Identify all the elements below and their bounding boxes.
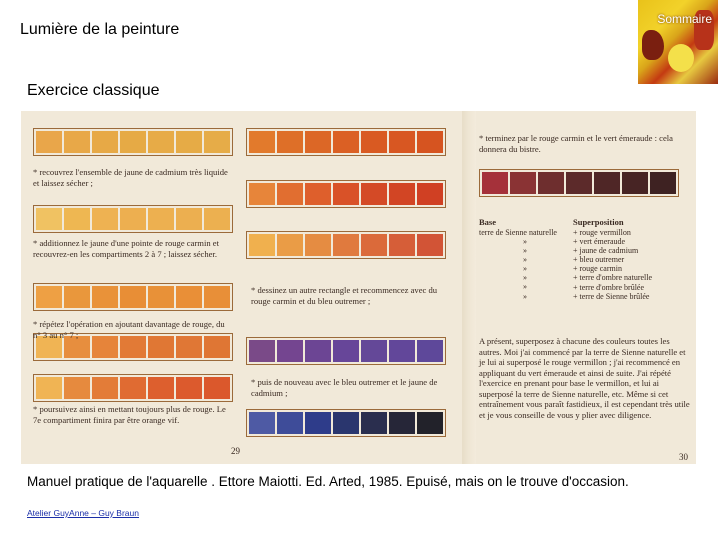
instruction-note: * répétez l'opération en ajoutant davantage de rouge, du n° 3 au n° 7 ;: [33, 319, 225, 340]
color-swatch: [204, 208, 230, 230]
color-swatch: [176, 377, 202, 399]
color-swatch: [64, 377, 90, 399]
swatch-strip: [479, 169, 679, 197]
color-swatch: [361, 412, 387, 434]
color-swatch: [417, 234, 443, 256]
color-swatch: [120, 286, 146, 308]
color-swatch: [417, 340, 443, 362]
painting-thumbnail-shape: [668, 44, 694, 72]
color-swatch: [176, 286, 202, 308]
color-swatch: [249, 131, 275, 153]
color-swatch: [389, 183, 415, 205]
painting-thumbnail-shape: [642, 30, 664, 60]
color-swatch: [538, 172, 564, 194]
swatch-strip: [33, 205, 233, 233]
color-swatch: [389, 340, 415, 362]
swatch-strip: [33, 283, 233, 311]
color-swatch: [249, 183, 275, 205]
color-swatch: [566, 172, 592, 194]
swatch-strip: [246, 337, 446, 365]
color-swatch: [305, 131, 331, 153]
color-swatch: [92, 131, 118, 153]
superposition-item: + terre d'ombre brûlée: [573, 283, 652, 292]
color-swatch: [417, 131, 443, 153]
color-swatch: [622, 172, 648, 194]
color-swatch: [176, 208, 202, 230]
page-number-right: 30: [679, 452, 688, 462]
color-swatch: [333, 412, 359, 434]
color-swatch: [361, 183, 387, 205]
instruction-note: * poursuivez ainsi en mettant toujours plus de rouge. Le 7e compartiment finira par être orange vif.: [33, 404, 226, 425]
color-swatch: [305, 183, 331, 205]
superposition-list: [573, 228, 652, 301]
sommaire-button[interactable]: [638, 0, 718, 84]
color-swatch: [594, 172, 620, 194]
color-swatch: [148, 377, 174, 399]
color-swatch: [417, 412, 443, 434]
color-swatch: [36, 286, 62, 308]
color-swatch: [148, 286, 174, 308]
color-swatch: [204, 377, 230, 399]
color-swatch: [361, 234, 387, 256]
superposition-item: + jaune de cadmium: [573, 246, 652, 255]
book-spine: [462, 111, 476, 464]
instruction-note: * puis de nouveau avec le bleu outremer et le jaune de cadmium ;: [251, 377, 438, 398]
color-swatch: [277, 131, 303, 153]
color-swatch: [417, 183, 443, 205]
section-subtitle: Exercice classique: [27, 82, 160, 99]
color-swatch: [148, 208, 174, 230]
superposition-item: + terre de Sienne brûlée: [573, 292, 652, 301]
color-swatch: [305, 412, 331, 434]
color-swatch: [120, 377, 146, 399]
color-swatch: [92, 377, 118, 399]
color-swatch: [277, 234, 303, 256]
book-caption: Manuel pratique de l'aquarelle . Ettore Maiotti. Ed. Arted, 1985. Epuisé, mais on le trouve d'occasion.: [27, 474, 629, 489]
color-swatch: [148, 131, 174, 153]
color-swatch: [305, 234, 331, 256]
swatch-strip: [246, 128, 446, 156]
color-swatch: [277, 412, 303, 434]
swatch-strip: [33, 128, 233, 156]
superposition-item: + rouge carmin: [573, 264, 652, 273]
color-swatch: [650, 172, 676, 194]
closing-paragraph: A présent, superposez à chacune des couleurs toutes les autres. Moi j'ai commencé par la terre de Sienne naturelle et je lui ai superposé le rouge vermillon ; j'ai recommencé en appliquant du vert émeraude et ainsi de suite. J'ai répété l'exercice en prenant pour base le vermillon, et lui ai superposé la terre de Sienne naturelle, etc. Même si cet entraînement vous paraît fastidieux, il est cependant très utile et je vous conseille de vous y plier avec diligence.: [479, 336, 690, 420]
color-swatch: [36, 377, 62, 399]
base-header: Base: [479, 217, 496, 227]
color-swatch: [361, 131, 387, 153]
color-swatch: [389, 412, 415, 434]
color-swatch: [64, 131, 90, 153]
instruction-note: * dessinez un autre rectangle et recommencez avec du rouge carmin et du bleu outremer ;: [251, 285, 438, 306]
color-swatch: [277, 340, 303, 362]
color-swatch: [204, 131, 230, 153]
swatch-strip: [246, 231, 446, 259]
superposition-header: Superposition: [573, 217, 624, 227]
color-swatch: [482, 172, 508, 194]
superposition-item: + rouge vermillon: [573, 228, 652, 237]
color-swatch: [204, 286, 230, 308]
swatch-strip: [246, 409, 446, 437]
page-title: Lumière de la peinture: [20, 21, 180, 38]
color-swatch: [333, 340, 359, 362]
instruction-note: * additionnez le jaune d'une pointe de rouge carmin et recouvrez-en les compartiments 2 à 7 ; laissez sécher.: [33, 238, 220, 259]
color-swatch: [249, 412, 275, 434]
color-swatch: [389, 234, 415, 256]
color-swatch: [249, 234, 275, 256]
superposition-item: + bleu outremer: [573, 255, 652, 264]
color-swatch: [120, 208, 146, 230]
color-swatch: [176, 131, 202, 153]
color-swatch: [277, 183, 303, 205]
instruction-note: * terminez par le rouge carmin et le vert émeraude : cela donnera du bistre.: [479, 133, 673, 154]
swatch-strip: [246, 180, 446, 208]
color-swatch: [36, 208, 62, 230]
color-swatch: [305, 340, 331, 362]
color-swatch: [64, 286, 90, 308]
ditto-marks: » » » » » » »: [523, 237, 527, 301]
swatch-strip: [33, 374, 233, 402]
page-number-left: 29: [231, 446, 240, 456]
color-swatch: [92, 208, 118, 230]
color-swatch: [64, 208, 90, 230]
color-swatch: [389, 131, 415, 153]
color-swatch: [333, 131, 359, 153]
color-swatch: [36, 131, 62, 153]
base-value: terre de Sienne naturelle: [479, 228, 557, 237]
color-swatch: [92, 286, 118, 308]
color-swatch: [249, 340, 275, 362]
superposition-item: + vert émeraude: [573, 237, 652, 246]
color-swatch: [510, 172, 536, 194]
color-swatch: [333, 183, 359, 205]
color-swatch: [120, 131, 146, 153]
credit-link[interactable]: Atelier GuyAnne – Guy Braun: [27, 508, 139, 518]
superposition-item: + terre d'ombre naturelle: [573, 273, 652, 282]
sommaire-label: Sommaire: [657, 12, 712, 26]
color-swatch: [361, 340, 387, 362]
instruction-note: * recouvrez l'ensemble de jaune de cadmium très liquide et laissez sécher ;: [33, 167, 228, 188]
book-scan: [21, 111, 696, 464]
color-swatch: [333, 234, 359, 256]
